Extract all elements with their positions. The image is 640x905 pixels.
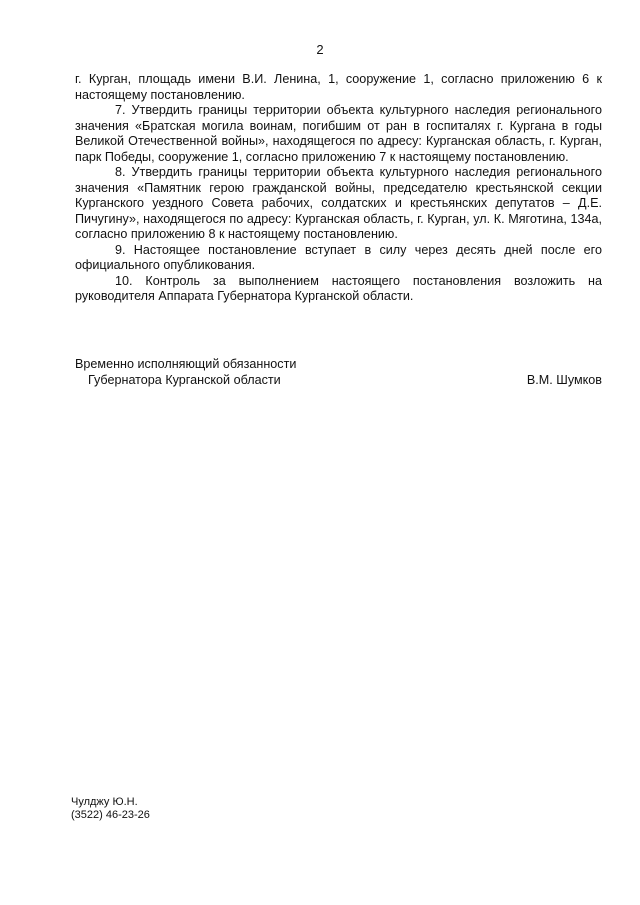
signatory-position-line2: Губернатора Курганской области — [88, 373, 281, 387]
contact-name: Чулджу Ю.Н. — [71, 796, 138, 808]
contact-block — [71, 796, 150, 822]
document-body — [75, 72, 602, 305]
signatory-position-line1: Временно исполняющий обязанности — [75, 357, 297, 371]
signer-name: В.М. Шумков — [526, 373, 602, 387]
page-number: 2 — [316, 42, 324, 57]
paragraph-item-10: 10. Контроль за выполнением настоящего постановления возложить на руководителя Аппарата Губернатора Курганской области. — [75, 273, 602, 303]
paragraph-item-7: 7. Утвердить границы территории объекта культурного наследия регионального значения «Братская могила воинам, погибшим от ран в госпиталях г. Кургана в годы Великой Отечественной войны», находящегося по адресу: Курганская область, г. Курган, парк Победы, сооружение 1, согласно приложению 7 к настоящему постановлению. — [75, 103, 602, 164]
signature-block — [75, 356, 602, 388]
paragraph-item-9: 9. Настоящее постановление вступает в силу через десять дней после его официального опубликования. — [75, 242, 602, 272]
contact-phone: (3522) 46-23-26 — [71, 809, 150, 821]
paragraph-item-8: 8. Утвердить границы территории объекта культурного наследия регионального значения «Памятник герою гражданской войны, председателю крестьянской секции Курганского уездного Совета рабочих, солдатских и крестьянских депутатов – Д.Е. Пичугину», находящегося по адресу: Курганская область, г. Курган, ул. К. Мяготина, 134а, согласно приложению 8 к настоящему постановлению. — [75, 165, 602, 241]
paragraph-continuation: г. Курган, площадь имени В.И. Ленина, 1, сооружение 1, согласно приложению 6 к настоящему постановлению. — [75, 72, 602, 102]
